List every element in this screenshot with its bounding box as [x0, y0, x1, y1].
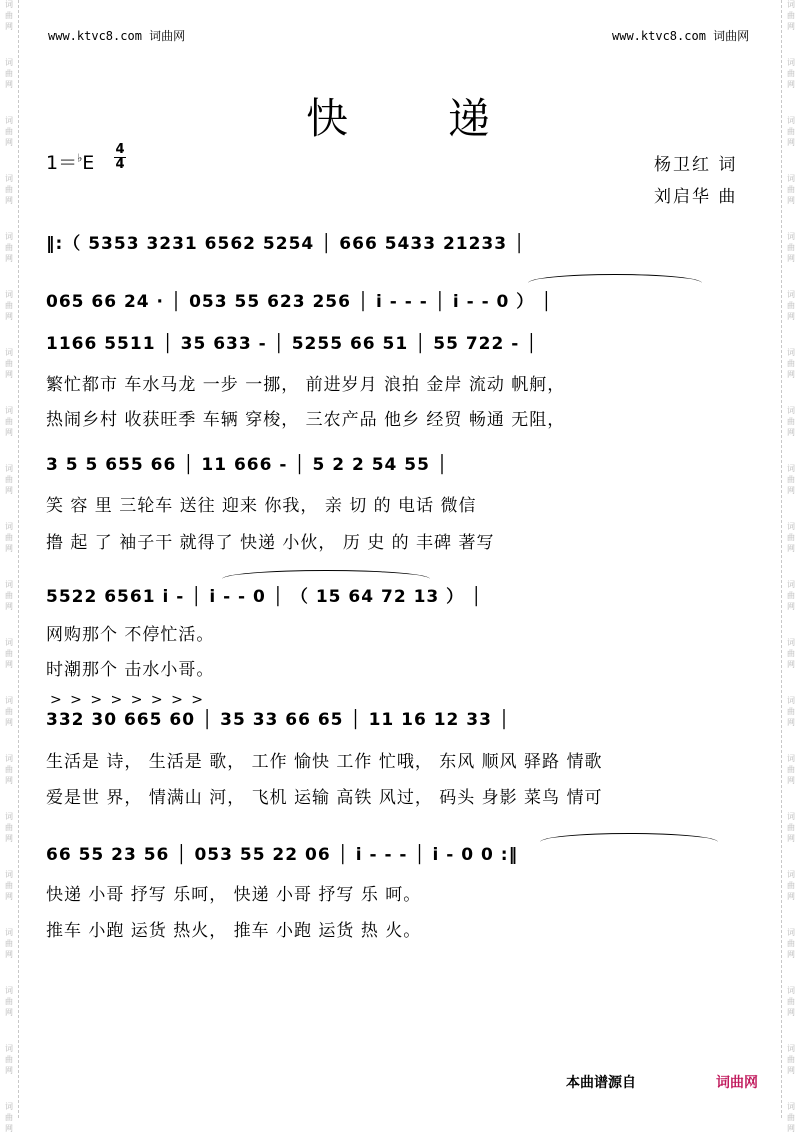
watermark-glyph: 曲: [787, 533, 795, 542]
watermark-glyph: 词: [5, 58, 13, 67]
watermark-glyph: 网: [787, 486, 795, 495]
watermark-glyph: 曲: [787, 997, 795, 1006]
music-row-3: 1166 5511 │ 35 633 - │ 5255 66 51 │ 55 722 - │: [46, 334, 538, 354]
watermark-glyph: 曲: [5, 881, 13, 890]
watermark-glyph: 网: [5, 602, 13, 611]
watermark-glyph: 词: [5, 754, 13, 763]
watermark-glyph: 词: [5, 928, 13, 937]
watermark-glyph: 曲: [787, 69, 795, 78]
watermark-glyph: 词: [787, 870, 795, 879]
watermark-glyph: 词: [787, 754, 795, 763]
watermark-glyph: 曲: [5, 997, 13, 1006]
music-row-7: 66 55 23 56 │ 053 55 22 06 │ i - - - │ i - 0 0 :‖: [46, 845, 519, 865]
music-row-2: 065 66 24 · │ 053 55 623 256 │ i - - - │ i - - 0 ） │: [46, 292, 553, 312]
watermark-glyph: 网: [5, 950, 13, 959]
tie-arc: [222, 570, 430, 579]
watermark-glyph: 网: [5, 370, 13, 379]
watermark-glyph: 网: [787, 660, 795, 669]
watermark-glyph: 词: [787, 58, 795, 67]
watermark-glyph: 网: [5, 1008, 13, 1017]
watermark-glyph: 曲: [787, 707, 795, 716]
watermark-glyph: 曲: [5, 11, 13, 20]
watermark-glyph: 曲: [787, 243, 795, 252]
watermark-glyph: 网: [787, 22, 795, 31]
watermark-glyph: 曲: [787, 823, 795, 832]
watermark-glyph: 词: [5, 232, 13, 241]
watermark-glyph: 网: [787, 602, 795, 611]
lyric-row-3-verse-2: 热闹乡村 收获旺季 车辆 穿梭， 三农产品 他乡 经贸 畅通 无阻，: [46, 410, 566, 430]
watermark-glyph: 词: [5, 406, 13, 415]
watermark-glyph: 网: [5, 138, 13, 147]
watermark-glyph: 曲: [787, 301, 795, 310]
watermark-glyph: 网: [787, 1124, 795, 1133]
watermark-glyph: 网: [787, 776, 795, 785]
watermark-glyph: 曲: [787, 939, 795, 948]
watermark-glyph: 曲: [5, 359, 13, 368]
watermark-glyph: 词: [787, 290, 795, 299]
watermark-glyph: 曲: [787, 591, 795, 600]
site-header-left[interactable]: www.ktvc8.com 词曲网: [48, 29, 186, 43]
watermark-glyph: 曲: [5, 185, 13, 194]
left-watermark-strip: [0, 0, 19, 1133]
watermark-glyph: 词: [787, 928, 795, 937]
watermark-glyph: 词: [5, 986, 13, 995]
watermark-glyph: 网: [5, 1124, 13, 1133]
music-row-4: 3 5 5 655 66 │ 11 666 - │ 5 2 2 54 55 │: [46, 455, 449, 475]
watermark-glyph: 词: [787, 116, 795, 125]
watermark-glyph: 网: [787, 834, 795, 843]
right-watermark-strip: [781, 0, 800, 1133]
watermark-glyph: 曲: [787, 417, 795, 426]
watermark-glyph: 曲: [787, 881, 795, 890]
accent-marks: > > > > > > > >: [50, 692, 205, 708]
watermark-glyph: 曲: [787, 1055, 795, 1064]
watermark-glyph: 词: [787, 580, 795, 589]
lyric-row-7-verse-1: 快递 小哥 抒写 乐呵， 快递 小哥 抒写 乐 呵。: [46, 885, 422, 905]
watermark-glyph: 曲: [5, 823, 13, 832]
watermark-glyph: 网: [787, 544, 795, 553]
watermark-glyph: 曲: [5, 301, 13, 310]
watermark-glyph: 词: [787, 522, 795, 531]
watermark-glyph: 词: [787, 348, 795, 357]
watermark-glyph: 词: [5, 174, 13, 183]
flat-sign: ♭: [77, 151, 83, 165]
watermark-glyph: 词: [787, 638, 795, 647]
watermark-glyph: 网: [787, 1066, 795, 1075]
watermark-glyph: 曲: [787, 475, 795, 484]
music-row-5: 5522 6561 i - │ i - - 0 │ （ 15 64 72 13 ） │: [46, 587, 483, 607]
watermark-glyph: 词: [787, 812, 795, 821]
watermark-glyph: 网: [5, 254, 13, 263]
watermark-glyph: 曲: [787, 649, 795, 658]
watermark-glyph: 网: [5, 544, 13, 553]
lyricist-credit: 杨卫红 词: [654, 155, 738, 175]
tie-arc: [540, 833, 718, 842]
watermark-glyph: 词: [787, 986, 795, 995]
watermark-glyph: 网: [787, 428, 795, 437]
watermark-glyph: 网: [5, 486, 13, 495]
time-signature: [114, 143, 126, 172]
watermark-glyph: 曲: [5, 765, 13, 774]
watermark-glyph: 曲: [787, 359, 795, 368]
key-note: E: [82, 152, 95, 174]
watermark-glyph: 网: [787, 196, 795, 205]
watermark-glyph: 曲: [787, 127, 795, 136]
watermark-glyph: 网: [5, 428, 13, 437]
lyric-row-5-verse-2: 时潮那个 击水小哥。: [46, 660, 215, 680]
watermark-glyph: 网: [5, 80, 13, 89]
watermark-glyph: 曲: [5, 69, 13, 78]
watermark-glyph: 曲: [5, 707, 13, 716]
watermark-glyph: 网: [5, 1066, 13, 1075]
watermark-glyph: 词: [5, 348, 13, 357]
watermark-glyph: 曲: [5, 417, 13, 426]
watermark-glyph: 曲: [5, 649, 13, 658]
watermark-glyph: 网: [787, 138, 795, 147]
watermark-glyph: 词: [787, 696, 795, 705]
watermark-glyph: 网: [787, 950, 795, 959]
watermark-glyph: 网: [787, 892, 795, 901]
composer-credit: 刘启华 曲: [654, 187, 738, 207]
watermark-glyph: 网: [787, 254, 795, 263]
watermark-glyph: 词: [787, 0, 795, 9]
lyric-row-6-verse-1: 生活是 诗， 生活是 歌， 工作 愉快 工作 忙哦， 东风 顺风 驿路 情歌: [46, 752, 603, 772]
watermark-glyph: 曲: [5, 1113, 13, 1122]
music-row-6: 332 30 665 60 │ 35 33 66 65 │ 11 16 12 33 │: [46, 710, 511, 730]
watermark-glyph: 网: [787, 370, 795, 379]
key-prefix: 1＝: [46, 152, 78, 174]
watermark-glyph: 词: [5, 290, 13, 299]
watermark-glyph: 网: [5, 196, 13, 205]
watermark-glyph: 词: [787, 1044, 795, 1053]
watermark-glyph: 词: [5, 638, 13, 647]
source-label: 本曲谱源自: [566, 1075, 636, 1091]
lyric-row-4-verse-2: 撸 起 了 袖子干 就得了 快递 小伙， 历 史 的 丰碑 著写: [46, 533, 495, 553]
watermark-glyph: 词: [5, 116, 13, 125]
watermark-glyph: 网: [5, 22, 13, 31]
watermark-glyph: 曲: [5, 1055, 13, 1064]
watermark-glyph: 曲: [5, 243, 13, 252]
lyric-row-7-verse-2: 推车 小跑 运货 热火， 推车 小跑 运货 热 火。: [46, 921, 422, 941]
tie-arc: [528, 274, 702, 283]
watermark-glyph: 网: [787, 1008, 795, 1017]
watermark-glyph: 网: [5, 776, 13, 785]
key-signature: [46, 148, 94, 175]
watermark-glyph: 词: [787, 406, 795, 415]
watermark-glyph: 网: [5, 312, 13, 321]
site-header-right[interactable]: www.ktvc8.com 词曲网: [612, 29, 750, 43]
watermark-glyph: 词: [787, 1102, 795, 1111]
watermark-glyph: 曲: [787, 185, 795, 194]
watermark-glyph: 词: [5, 1044, 13, 1053]
watermark-glyph: 词: [787, 174, 795, 183]
watermark-glyph: 曲: [787, 11, 795, 20]
brand-link[interactable]: 词曲网: [716, 1075, 758, 1091]
lyric-row-5-verse-1: 网购那个 不停忙活。: [46, 625, 215, 645]
watermark-glyph: 曲: [5, 591, 13, 600]
watermark-glyph: 曲: [5, 533, 13, 542]
time-bottom: 4: [115, 157, 125, 172]
watermark-glyph: 曲: [5, 127, 13, 136]
watermark-glyph: 词: [787, 232, 795, 241]
music-row-1: ‖:（ 5353 3231 6562 5254 │ 666 5433 21233 │: [46, 234, 526, 254]
watermark-glyph: 词: [5, 870, 13, 879]
watermark-glyph: 词: [5, 812, 13, 821]
watermark-glyph: 曲: [5, 475, 13, 484]
watermark-glyph: 词: [5, 0, 13, 9]
watermark-glyph: 网: [787, 718, 795, 727]
watermark-glyph: 曲: [5, 939, 13, 948]
lyric-row-6-verse-2: 爱是世 界， 情满山 河， 飞机 运输 高铁 风过， 码头 身影 菜鸟 情可: [46, 788, 603, 808]
song-title: 快递: [306, 94, 591, 143]
watermark-glyph: 词: [5, 580, 13, 589]
watermark-glyph: 词: [5, 696, 13, 705]
watermark-glyph: 曲: [787, 765, 795, 774]
watermark-glyph: 网: [5, 892, 13, 901]
watermark-glyph: 词: [5, 522, 13, 531]
lyric-row-3-verse-1: 繁忙都市 车水马龙 一步 一挪， 前进岁月 浪拍 金岸 流动 帆舸，: [46, 375, 566, 395]
watermark-glyph: 曲: [787, 1113, 795, 1122]
watermark-glyph: 网: [5, 718, 13, 727]
watermark-glyph: 词: [787, 464, 795, 473]
watermark-glyph: 网: [5, 660, 13, 669]
watermark-glyph: 词: [5, 464, 13, 473]
lyric-row-4-verse-1: 笑 容 里 三轮车 送往 迎来 你我， 亲 切 的 电话 微信: [46, 496, 477, 516]
watermark-glyph: 网: [787, 312, 795, 321]
watermark-glyph: 网: [787, 80, 795, 89]
time-top: 4: [115, 142, 125, 157]
watermark-glyph: 词: [5, 1102, 13, 1111]
watermark-glyph: 网: [5, 834, 13, 843]
